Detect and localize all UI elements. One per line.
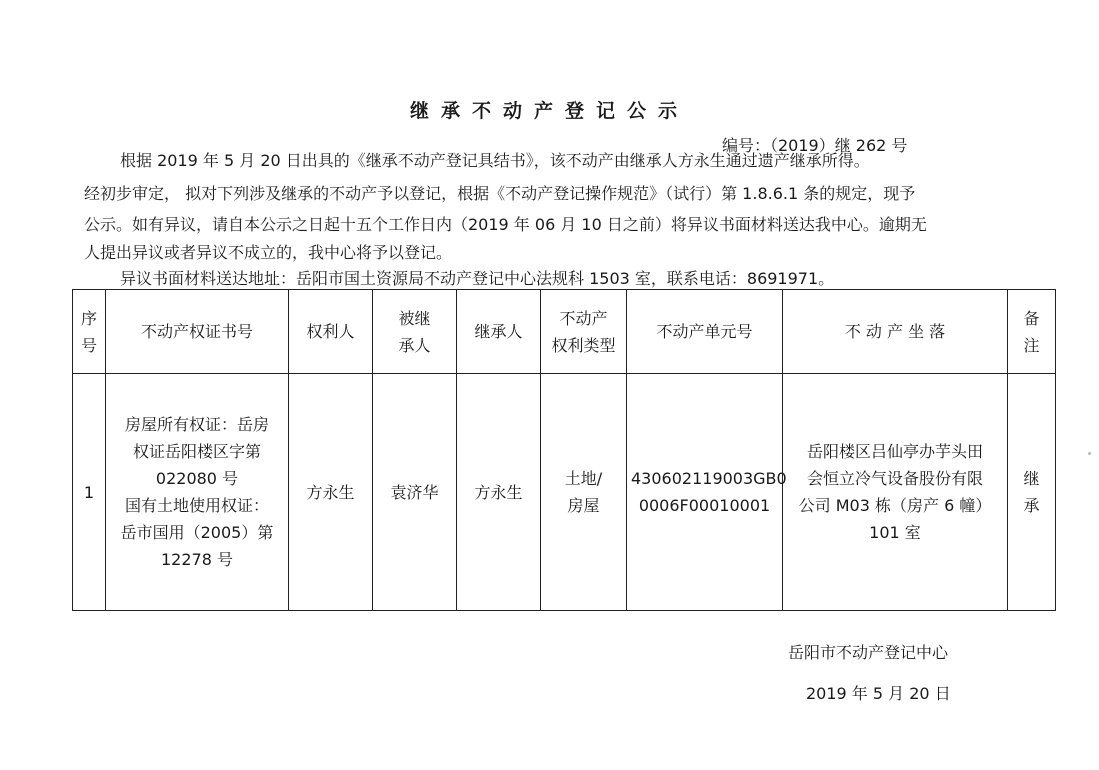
cell-heir: 方永生 <box>457 374 541 611</box>
cell-seq: 1 <box>73 374 106 611</box>
cell-remark: 继 承 <box>1008 374 1056 611</box>
header-unit-no: 不动产单元号 <box>627 290 783 374</box>
cell-deceased: 袁济华 <box>373 374 457 611</box>
address-line: 异议书面材料送达地址：岳阳市国土资源局不动产登记中心法规科 1503 室，联系电话：8691971。 <box>120 269 835 288</box>
body-line-4: 人提出异议或者异议不成立的，我中心将予以登记。 <box>84 243 453 262</box>
document-title: 继承不动产登记公示 <box>409 100 689 122</box>
cell-right-type: 土地/ 房屋 <box>541 374 627 611</box>
body-line-1: 根据 2019 年 5 月 20 日出具的《继承不动产登记具结书》，该不动产由继承人方永生通过遗产继承所得。 <box>120 151 870 170</box>
issue-date: 2019 年 5 月 20 日 <box>806 684 951 703</box>
scan-speck <box>1088 452 1091 455</box>
table-header-row <box>73 290 1056 374</box>
header-right-type: 不动产 权利类型 <box>541 290 627 374</box>
cell-owner: 方永生 <box>289 374 373 611</box>
table-row <box>73 374 1056 611</box>
header-remark: 备 注 <box>1008 290 1056 374</box>
header-heir: 继承人 <box>457 290 541 374</box>
issuer-signature: 岳阳市不动产登记中心 <box>788 643 949 662</box>
cell-cert: 房屋所有权证：岳房 权证岳阳楼区字第 022080 号 国有土地使用权证： 岳市国用（2005）第 12278 号 <box>106 374 289 611</box>
cell-unit-no: 430602119003GB0 0006F00010001 <box>627 374 783 611</box>
header-deceased: 被继 承人 <box>373 290 457 374</box>
document-number: 编号：（2019）继 262 号 <box>722 136 908 155</box>
body-line-3: 公示。如有异议，请自本公示之日起十五个工作日内（2019 年 06 月 10 日之前）将异议书面材料送达我中心。逾期无 <box>84 215 927 234</box>
header-owner: 权利人 <box>289 290 373 374</box>
header-location: 不 动 产 坐 落 <box>783 290 1008 374</box>
body-line-2: 经初步审定， 拟对下列涉及继承的不动产予以登记，根据《不动产登记操作规范》（试行）第 1.8.6.1 条的规定，现予 <box>84 184 916 203</box>
header-seq: 序 号 <box>73 290 106 374</box>
header-cert: 不动产权证书号 <box>106 290 289 374</box>
cell-location: 岳阳楼区吕仙亭办芋头田 会恒立冷气设备股份有限 公司 M03 栋（房产 6 幢） 101 室 <box>783 374 1008 611</box>
registration-table <box>72 289 1056 611</box>
